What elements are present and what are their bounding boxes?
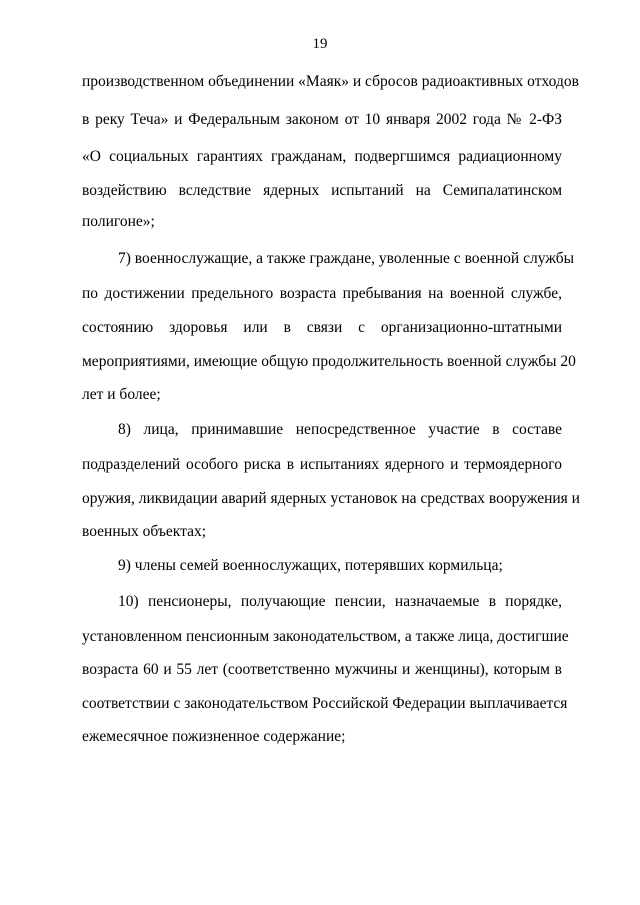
text-line: мероприятиями, имеющие общую продолжительность военной службы 20	[82, 353, 576, 370]
text-line: в реку Теча» и Федеральным законом от 10 января 2002 года № 2-ФЗ	[82, 111, 562, 128]
text-line: 9) члены семей военнослужащих, потерявших кормильца;	[118, 557, 503, 574]
text-line: 7) военнослужащие, а также граждане, уволенные с военной службы	[118, 250, 575, 267]
text-line: лет и более;	[82, 386, 161, 403]
text-line: установленном пенсионным законодательством, а также лица, достигшие	[82, 628, 569, 645]
text-line: ежемесячное пожизненное содержание;	[82, 728, 346, 745]
text-line: соответствии с законодательством Российской Федерации выплачивается	[82, 695, 568, 712]
page-number: 19	[312, 36, 328, 52]
text-line: 10) пенсионеры, получающие пенсии, назначаемые в порядке,	[118, 593, 562, 610]
text-line: 8) лица, принимавшие непосредственное участие в составе	[118, 421, 562, 438]
text-line: по достижении предельного возраста пребывания на военной службе,	[82, 285, 562, 302]
text-line: воздействию вследствие ядерных испытаний на Семипалатинском	[82, 182, 562, 199]
text-line: полигоне»;	[82, 213, 155, 230]
text-line: военных объектах;	[82, 523, 207, 540]
text-line: подразделений особого риска в испытаниях ядерного и термоядерного	[82, 456, 562, 473]
text-line: оружия, ликвидации аварий ядерных установок на средствах вооружения и	[82, 490, 580, 507]
text-line: производственном объединении «Маяк» и сбросов радиоактивных отходов	[82, 73, 579, 90]
text-line: «О социальных гарантиях гражданам, подвергшимся радиационному	[82, 148, 562, 165]
text-line: состоянию здоровья или в связи с организационно-штатными	[82, 319, 562, 336]
text-line: возраста 60 и 55 лет (соответственно мужчины и женщины), которым в	[82, 661, 562, 678]
